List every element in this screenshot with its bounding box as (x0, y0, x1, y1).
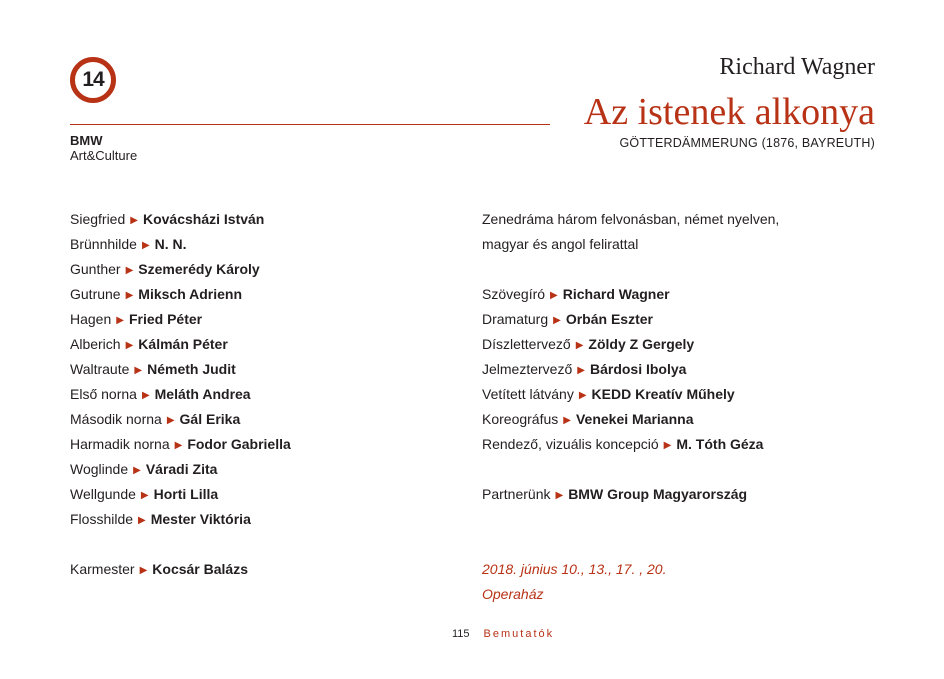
role-label: Vetített látvány (482, 386, 574, 402)
cast-row (70, 407, 291, 432)
spacer (482, 532, 779, 557)
performer-name: Meláth Andrea (154, 386, 251, 402)
arrow-icon: ▶ (578, 390, 587, 401)
role-label: Karmester (70, 561, 135, 577)
performance-dates: 2018. június 10., 13., 17. , 20. (482, 561, 667, 577)
opera-title: Az istenek alkonya (583, 91, 875, 133)
crew-row (482, 382, 779, 407)
role-label: Hagen (70, 311, 112, 327)
arrow-icon: ▶ (125, 290, 134, 301)
cast-row (70, 257, 291, 282)
role-label: Rendező, vizuális koncepció (482, 436, 659, 452)
performer-name: Kálmán Péter (138, 336, 228, 352)
arrow-icon: ▶ (166, 415, 175, 426)
arrow-icon: ▶ (141, 390, 150, 401)
performer-name: Gál Erika (179, 411, 241, 427)
arrow-icon: ▶ (134, 365, 143, 376)
info-column (482, 207, 779, 607)
arrow-icon: ▶ (174, 440, 183, 451)
arrow-icon: ▶ (138, 515, 146, 526)
role-label: Szövegíró (482, 286, 546, 302)
conductor-name: Kocsár Balázs (152, 561, 248, 577)
spacer (482, 457, 779, 482)
role-label: Díszlettervező (482, 336, 571, 352)
crew-name: Bárdosi Ibolya (589, 361, 687, 377)
crew-name: M. Tóth Géza (676, 436, 764, 452)
arrow-icon: ▶ (575, 340, 584, 351)
role-label: Flosshilde (70, 511, 134, 527)
role-label: Siegfried (70, 211, 126, 227)
arrow-icon: ▶ (141, 240, 150, 251)
arrow-icon: ▶ (133, 465, 141, 476)
performer-name: Kovácsházi István (142, 211, 265, 227)
spacer (482, 257, 779, 282)
cast-row (70, 332, 291, 357)
cast-row (70, 382, 291, 407)
arrow-icon: ▶ (130, 215, 138, 226)
crew-name: Zöldy Z Gergely (588, 336, 695, 352)
role-label: Második norna (70, 411, 162, 427)
page-number: 115 (452, 628, 470, 640)
sponsor-logo-line2: Art&Culture (70, 148, 138, 163)
role-label: Gunther (70, 261, 121, 277)
role-label: Gutrune (70, 286, 121, 302)
crew-row (482, 282, 779, 307)
conductor-row (70, 557, 291, 582)
role-label: Koreográfus (482, 411, 559, 427)
cast-row (70, 357, 291, 382)
section-name: Bemutatók (483, 628, 555, 640)
arrow-icon: ▶ (139, 565, 148, 576)
crew-name: Venekei Marianna (575, 411, 694, 427)
role-label: Partnerünk (482, 486, 551, 502)
crew-row (482, 307, 779, 332)
cast-row (70, 232, 291, 257)
role-label: Dramaturg (482, 311, 549, 327)
performer-name: Mester Viktória (150, 511, 251, 527)
header-rule (70, 124, 550, 125)
chapter-number: 14 (82, 68, 104, 91)
composer-name: Richard Wagner (719, 54, 875, 80)
performer-name: Váradi Zita (145, 461, 218, 477)
performance-venue: Operaház (482, 586, 544, 602)
crew-row (482, 407, 779, 432)
opera-subtitle: GÖTTERDÄMMERUNG (1876, BAYREUTH) (619, 136, 875, 150)
page-footer (452, 628, 554, 640)
spacer (70, 532, 291, 557)
arrow-icon: ▶ (116, 315, 124, 326)
arrow-icon: ▶ (553, 315, 561, 326)
description-line: magyar és angol felirattal (482, 236, 639, 252)
performer-name: Horti Lilla (153, 486, 219, 502)
role-label: Wellgunde (70, 486, 136, 502)
cast-row (70, 282, 291, 307)
crew-name: KEDD Kreatív Műhely (591, 386, 735, 402)
role-label: Waltraute (70, 361, 130, 377)
partner-name: BMW Group Magyarország (568, 486, 748, 502)
performer-name: N. N. (154, 236, 187, 252)
arrow-icon: ▶ (140, 490, 149, 501)
cast-row (70, 207, 291, 232)
role-label: Harmadik norna (70, 436, 170, 452)
arrow-icon: ▶ (577, 365, 585, 376)
crew-name: Orbán Eszter (565, 311, 653, 327)
chapter-number-badge (70, 57, 116, 103)
role-label: Brünnhilde (70, 236, 137, 252)
role-label: Első norna (70, 386, 137, 402)
partner-row (482, 482, 779, 507)
cast-row (70, 432, 291, 457)
crew-row (482, 432, 779, 457)
arrow-icon: ▶ (555, 490, 564, 501)
role-label: Jelmeztervező (482, 361, 573, 377)
sponsor-logo-line1: BMW (70, 133, 103, 148)
performer-name: Szemerédy Károly (138, 261, 260, 277)
crew-name: Richard Wagner (562, 286, 670, 302)
arrow-icon: ▶ (125, 340, 134, 351)
arrow-icon: ▶ (563, 415, 571, 426)
crew-row (482, 332, 779, 357)
performer-name: Németh Judit (147, 361, 236, 377)
arrow-icon: ▶ (663, 440, 672, 451)
role-label: Woglinde (70, 461, 129, 477)
arrow-icon: ▶ (550, 290, 558, 301)
performer-name: Fodor Gabriella (187, 436, 291, 452)
cast-column (70, 207, 291, 582)
performer-name: Fried Péter (128, 311, 203, 327)
description-line: Zenedráma három felvonásban, német nyelven, (482, 211, 780, 227)
cast-row (70, 307, 291, 332)
crew-row (482, 357, 779, 382)
role-label: Alberich (70, 336, 121, 352)
spacer (482, 507, 779, 532)
performer-name: Miksch Adrienn (138, 286, 243, 302)
arrow-icon: ▶ (125, 265, 134, 276)
cast-row (70, 457, 291, 482)
cast-row (70, 482, 291, 507)
cast-row (70, 507, 291, 532)
